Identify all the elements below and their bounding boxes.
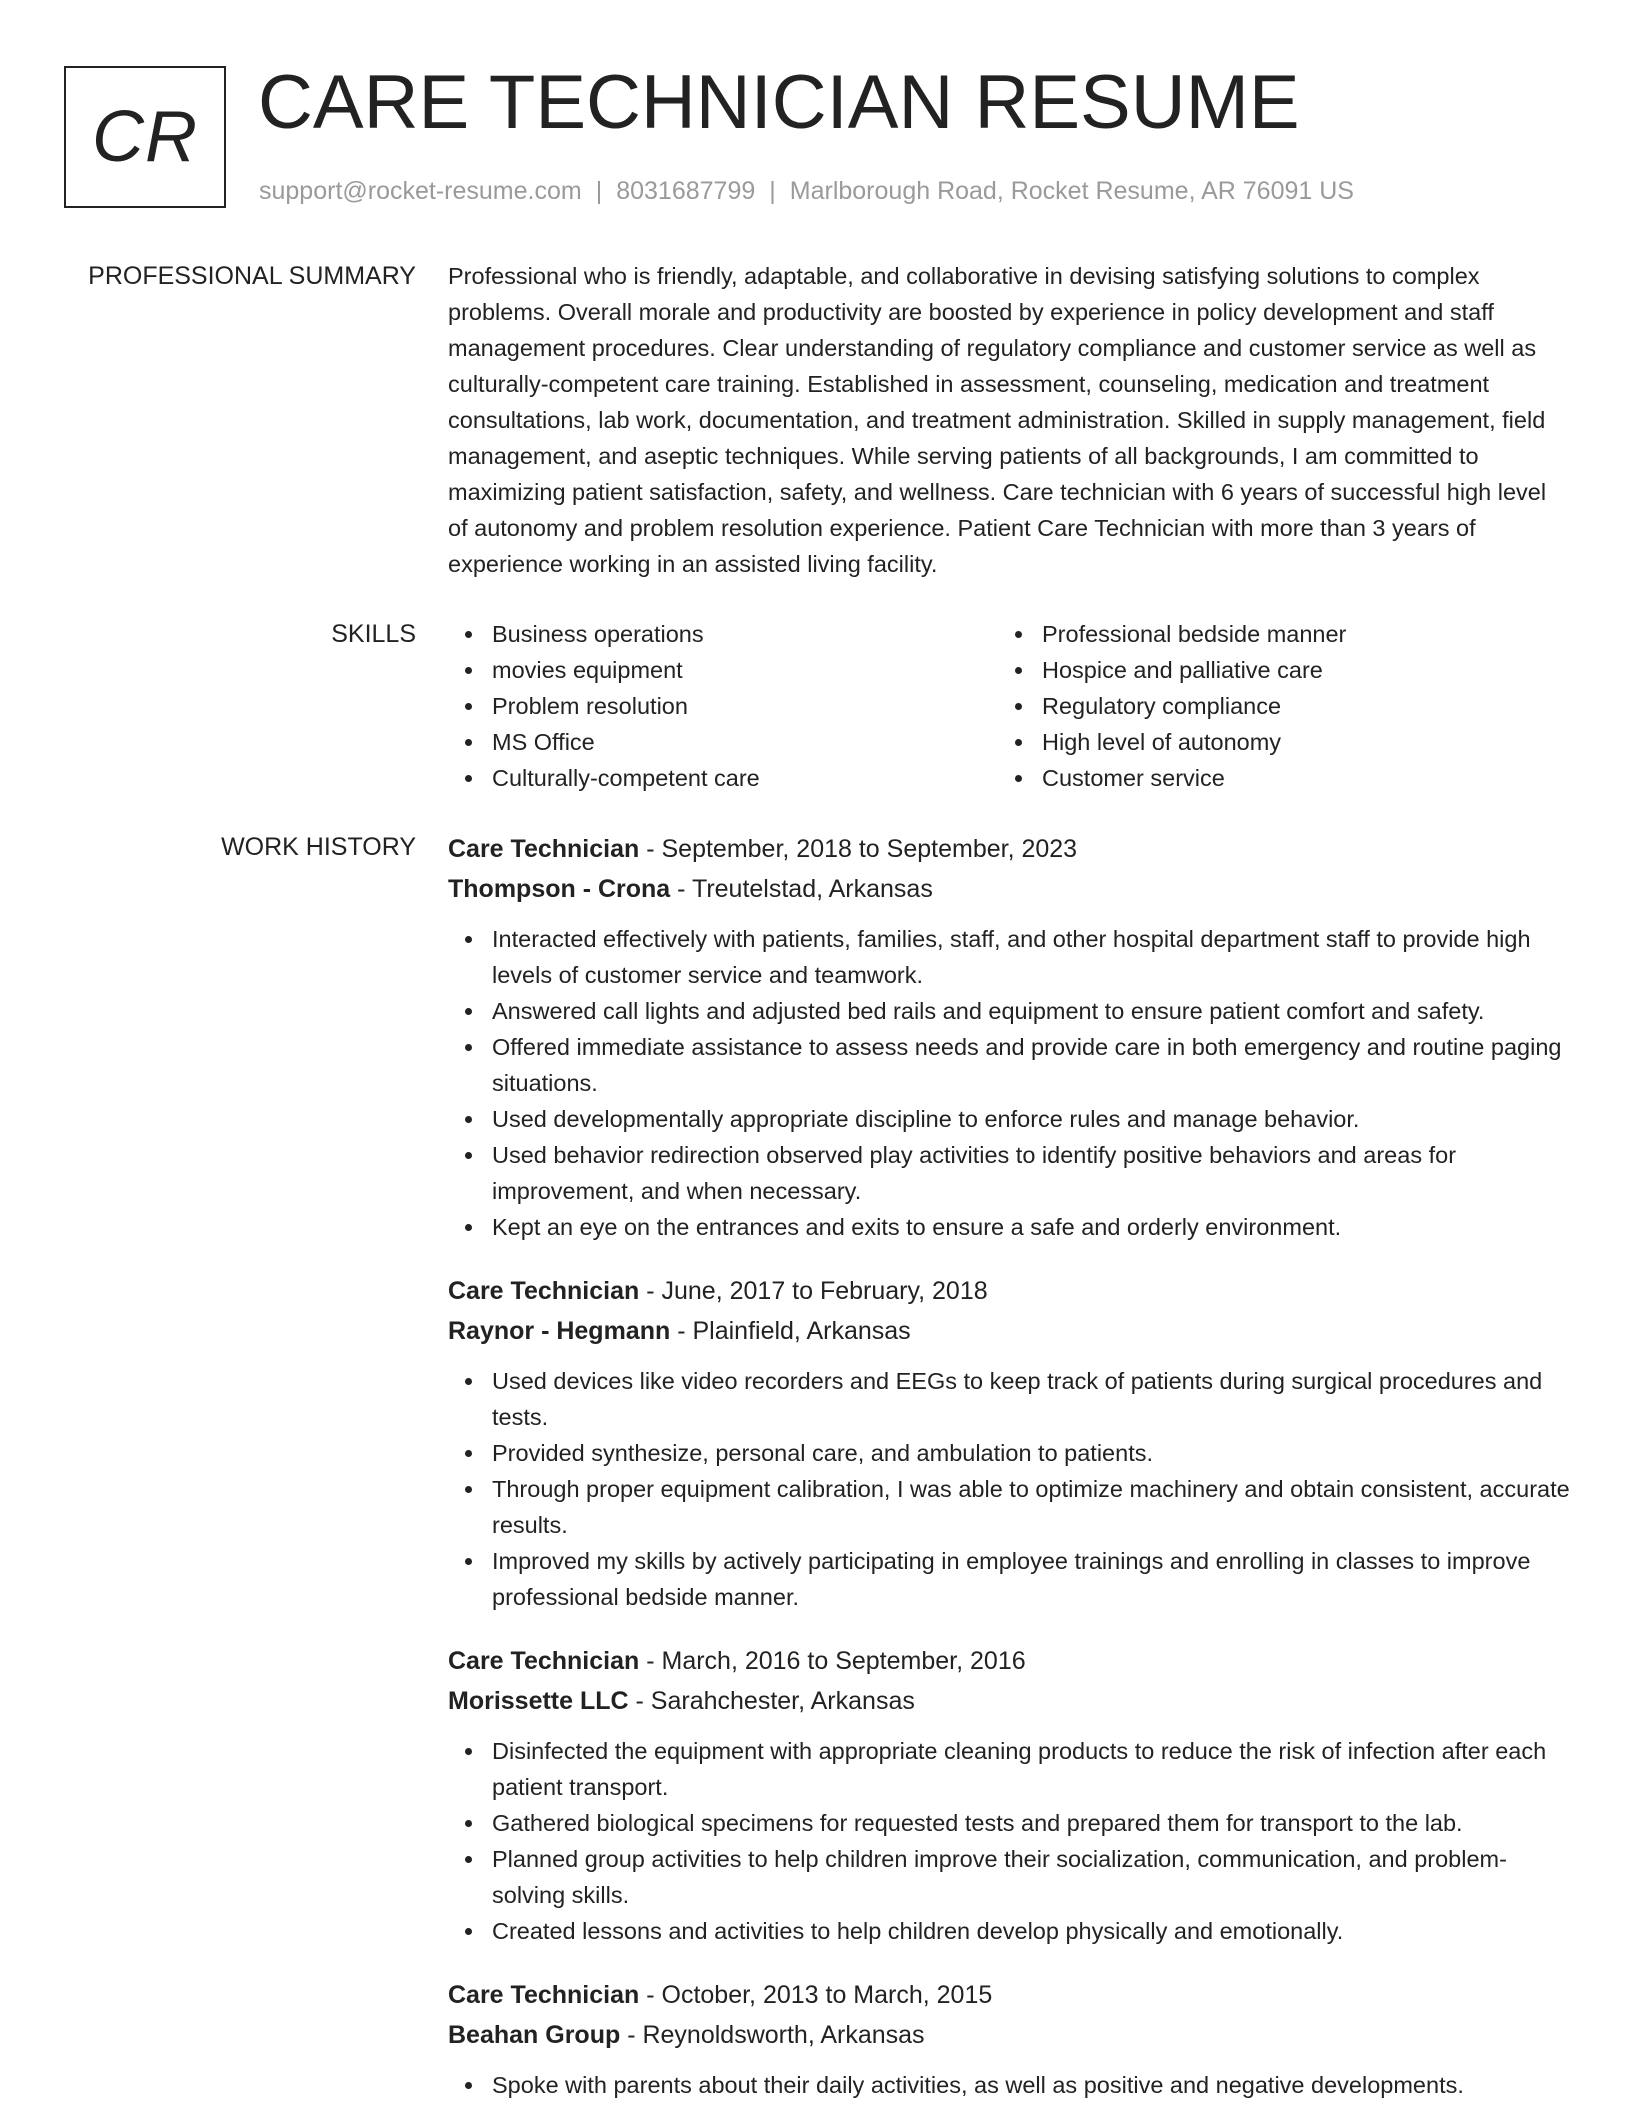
job-entry [448,829,1570,1245]
summary-text: Professional who is friendly, adaptable, and collaborative in devising satisfying solutions to complex problems. Overall morale and productivity are boosted by experience in policy development and staff management procedures. Clear understanding of regulatory compliance and customer service as well as culturally-competent care training. Established in assessment, counseling, medication and treatment consultations, lab work, documentation, and treatment administration. Skilled in supply management, field management, and aseptic techniques. While serving patients of all backgrounds, I am committed to maximizing patient satisfaction, safety, and wellness. Care technician with 6 years of successful high level of autonomy and problem resolution experience. Patient Care Technician with more than 3 years of experience working in an assisted living facility. [448,263,1547,577]
job-duty: Used devices like video recorders and EEGs to keep track of patients during surgical procedures and tests. [448,1363,1570,1435]
skills-column-right [998,616,1548,796]
job-title-line [448,829,1570,869]
job-role: Care Technician [448,835,640,863]
skill-item: Professional bedside manner [998,616,1548,652]
job-duty: Gathered biological specimens for requested tests and prepared them for transport to the lab. [448,1805,1570,1841]
job-duties [448,921,1570,1245]
contact-address: Marlborough Road, Rocket Resume, AR 76091 US [789,177,1354,205]
job-duty: Used behavior redirection observed play activities to identify positive behaviors and areas for improvement, and when necessary. [448,1137,1570,1209]
work-history-body [448,829,1570,2112]
job-duty: Spoke with parents about their daily activities, as well as positive and negative developments. [448,2067,1570,2103]
job-entry [448,1975,1570,2103]
job-duty: Created lessons and activities to help children develop physically and emotionally. [448,1913,1570,1949]
job-company-line [448,1311,1570,1351]
work-history-heading: WORK HISTORY [221,833,416,861]
job-duties [448,1363,1570,1615]
job-location: - Plainfield, Arkansas [670,1317,911,1345]
job-company-line [448,2015,1570,2055]
skill-item: Business operations [448,616,998,652]
summary-heading: PROFESSIONAL SUMMARY [88,262,416,290]
skill-item: Customer service [998,760,1548,796]
contact-separator: | [595,177,603,205]
job-duty: Improved my skills by actively participating in employee trainings and enrolling in classes to improve professional bedside manner. [448,1543,1570,1615]
job-entry [448,1271,1570,1615]
job-location: - Treutelstad, Arkansas [670,875,933,903]
job-duties [448,2067,1570,2103]
job-role: Care Technician [448,1981,640,2009]
job-role: Care Technician [448,1277,640,1305]
job-company-line [448,869,1570,909]
job-dates: - June, 2017 to February, 2018 [639,1277,988,1305]
skill-item: Regulatory compliance [998,688,1548,724]
skill-item: Culturally-competent care [448,760,998,796]
job-dates: - March, 2016 to September, 2016 [639,1647,1026,1675]
skill-item: movies equipment [448,652,998,688]
contact-separator: | [769,177,776,205]
job-duty: Answered call lights and adjusted bed rails and equipment to ensure patient comfort and safety. [448,993,1570,1029]
job-title-line [448,1271,1570,1311]
skills-heading: SKILLS [331,620,416,648]
skills-grid [448,616,1570,796]
job-duty: Used developmentally appropriate discipline to enforce rules and manage behavior. [448,1101,1570,1137]
job-company-line [448,1681,1570,1721]
resume-title: CARE TECHNICIAN RESUME [258,60,1300,145]
job-duty: Through proper equipment calibration, I was able to optimize machinery and obtain consistent, accurate results. [448,1471,1570,1543]
job-duties [448,1733,1570,1949]
job-duty: Disinfected the equipment with appropriate cleaning products to reduce the risk of infection after each patient transport. [448,1733,1570,1805]
job-role: Care Technician [448,1647,640,1675]
contact-line [259,174,1354,208]
job-dates: - September, 2018 to September, 2023 [639,835,1078,863]
job-duty: Planned group activities to help children improve their socialization, communication, and problem-solving skills. [448,1841,1570,1913]
job-title-line [448,1641,1570,1681]
job-company: Raynor - Hegmann [448,1317,671,1345]
job-duty: Interacted effectively with patients, families, staff, and other hospital department staff to provide high levels of customer service and teamwork. [448,921,1570,993]
job-duty: Provided synthesize, personal care, and ambulation to patients. [448,1435,1570,1471]
job-dates: - October, 2013 to March, 2015 [639,1981,993,2009]
skill-item: MS Office [448,724,998,760]
job-location: - Sarahchester, Arkansas [628,1687,915,1715]
job-company: Morissette LLC [448,1687,629,1715]
skill-item: High level of autonomy [998,724,1548,760]
monogram-logo: CR [64,66,226,208]
job-location: - Reynoldsworth, Arkansas [620,2021,925,2049]
job-entry [448,1641,1570,1949]
job-company: Thompson - Crona [448,875,671,903]
skills-column-left [448,616,998,796]
job-duty: Kept an eye on the entrances and exits to ensure a safe and orderly environment. [448,1209,1570,1245]
summary-body [448,258,1570,582]
job-title-line [448,1975,1570,2015]
contact-email[interactable]: support@rocket-resume.com [259,177,582,205]
skill-item: Hospice and palliative care [998,652,1548,688]
contact-phone[interactable]: 8031687799 [616,177,756,205]
job-duty: Offered immediate assistance to assess needs and provide care in both emergency and routine paging situations. [448,1029,1570,1101]
skill-item: Problem resolution [448,688,998,724]
skills-body [448,616,1570,796]
job-company: Beahan Group [448,2021,621,2049]
